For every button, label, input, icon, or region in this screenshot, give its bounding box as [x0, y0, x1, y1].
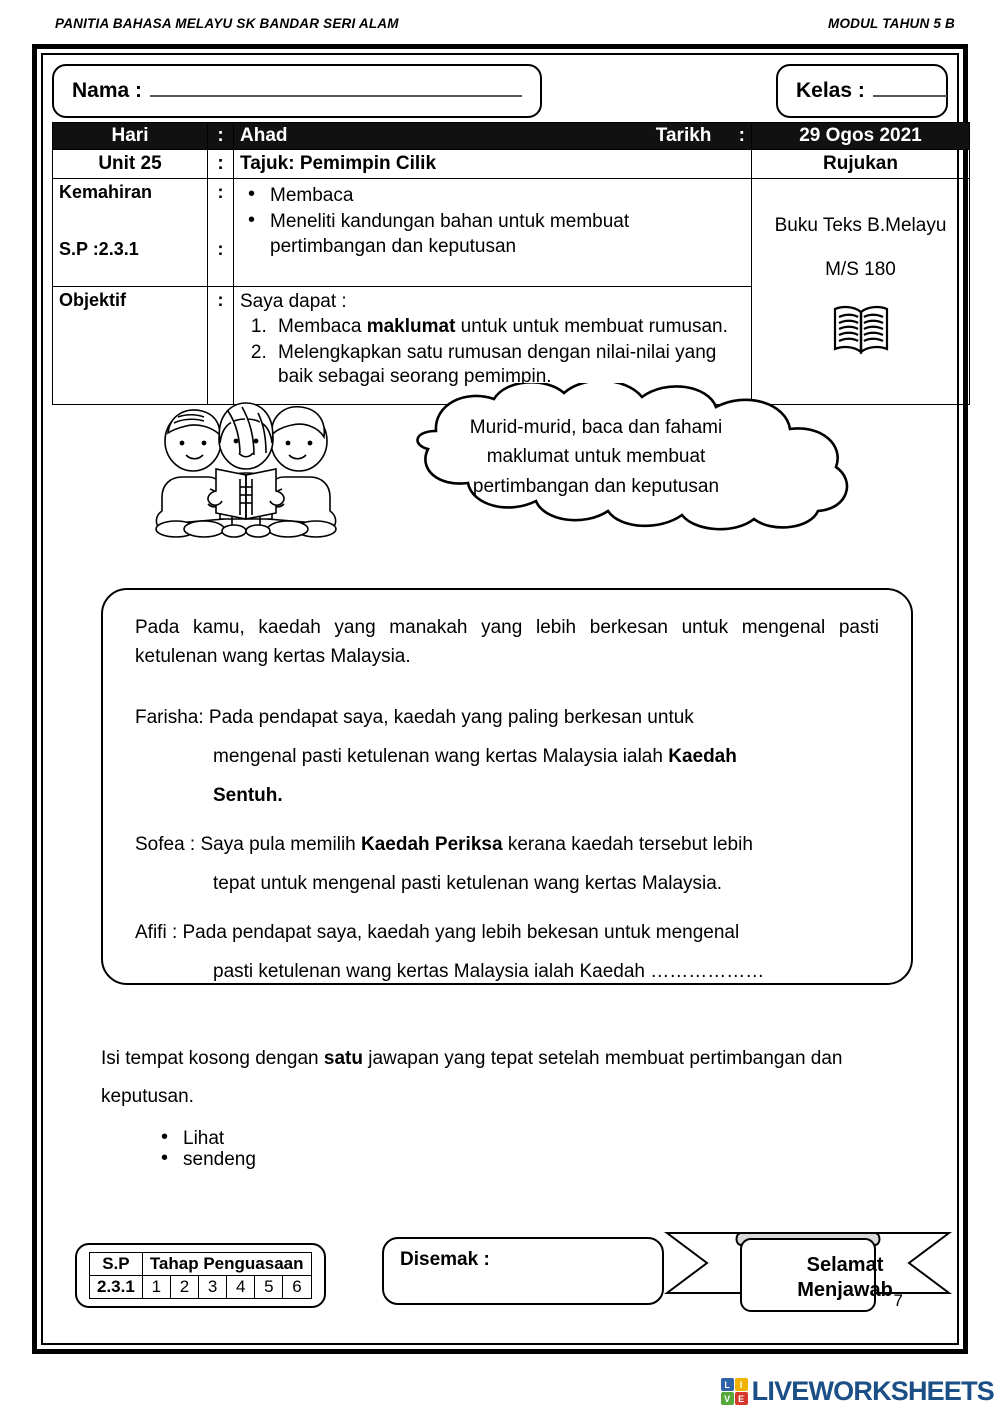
nama-field[interactable]	[52, 64, 542, 118]
list-item: • Meneliti kandungan bahan untuk membuat pertimbangan dan keputusan	[240, 210, 745, 259]
table-row-unit	[53, 150, 970, 179]
tarikh-value: 29 Ogos 2021	[752, 123, 970, 150]
objektif-label: Objektif	[53, 287, 208, 405]
liveworksheets-logo	[721, 1376, 994, 1407]
instruction-post: jawapan yang tepat setelah membuat pertimbangan dan keputusan.	[101, 1048, 843, 1107]
illustration-area	[61, 391, 951, 541]
rujukan-line1: Buku Teks B.Melayu	[774, 215, 947, 236]
list-item[interactable]: • Lihat	[153, 1129, 256, 1148]
banner-line-2: Menjawab	[797, 1279, 893, 1301]
tarikh-colon: :	[738, 125, 745, 146]
list-item	[272, 315, 745, 339]
farisha-line2-pre: mengenal pasti ketulenan wang kertas Malaysia ialah	[213, 745, 669, 767]
tarikh-label-group	[656, 125, 745, 147]
sofea-line1-bold: Kaedah Periksa	[361, 833, 503, 855]
table-row	[90, 1253, 312, 1276]
instruction-text	[101, 1040, 931, 1116]
hari-colon: :	[208, 123, 234, 150]
tahap-header: Tahap Penguasaan	[142, 1253, 311, 1276]
instruction-pre: Isi tempat kosong dengan	[101, 1048, 324, 1069]
open-book-icon	[758, 303, 963, 357]
dialogue-question: Pada kamu, kaedah yang manakah yang lebih berkesan untuk mengenal pasti ketulenan wang kertas Malaysia.	[135, 617, 879, 667]
kemahiran-list	[240, 184, 745, 259]
tahap-cell-2[interactable]: 2	[170, 1276, 198, 1299]
afifi-line-2: pasti ketulenan wang kertas Malaysia ialah Kaedah ………………	[213, 960, 765, 982]
tahap-cell-3[interactable]: 3	[199, 1276, 227, 1299]
kemahiran-label-cell	[53, 179, 208, 287]
liveworksheets-wordmark: LIVEWORKSHEETS	[751, 1376, 994, 1406]
mastery-table	[89, 1252, 312, 1299]
banner-line-1: Selamat	[806, 1254, 884, 1276]
liveworksheets-logo-icon	[721, 1378, 748, 1405]
worksheet-outer-frame	[32, 44, 968, 1354]
rujukan-line2: M/S 180	[825, 259, 896, 280]
objektif-colon: :	[208, 287, 234, 405]
speaker-farisha: Farisha:	[135, 707, 204, 728]
sofea-line1-pre: Saya pula memilih	[195, 833, 362, 855]
answer-choices-list	[153, 1127, 256, 1171]
disemak-label: Disemak :	[400, 1249, 490, 1270]
hari-label: Hari	[53, 123, 208, 150]
objektif-1-pre: Membaca	[278, 316, 367, 338]
kemahiran-items-cell	[234, 179, 752, 287]
objektif-1-post: untuk untuk membuat rumusan.	[455, 316, 728, 338]
dialogue-turn-farisha	[135, 699, 879, 816]
unit-colon: :	[208, 150, 234, 179]
rujukan-header: Rujukan	[752, 150, 970, 179]
tarikh-label: Tarikh	[655, 125, 712, 146]
hari-value-cell	[234, 123, 752, 150]
logo-square-l: L	[721, 1378, 734, 1391]
header-left-text: PANITIA BAHASA MELAYU SK BANDAR SERI ALAM	[55, 16, 399, 31]
table-row	[90, 1276, 312, 1299]
list-item[interactable]: • sendeng	[153, 1150, 256, 1169]
logo-square-i: I	[735, 1378, 748, 1391]
table-row-hari	[53, 123, 970, 150]
farisha-line2-bold: Kaedah	[668, 745, 737, 767]
rujukan-cell	[752, 179, 970, 405]
instruction-bold: satu	[323, 1048, 363, 1069]
kelas-label: Kelas :	[796, 79, 865, 102]
sp-value: 2.3.1	[90, 1276, 143, 1299]
farisha-line-1: Pada pendapat saya, kaedah yang paling berkesan untuk	[203, 707, 694, 728]
cloud-line-3: pertimbangan dan keputusan	[472, 475, 720, 497]
tajuk-value: Tajuk: Pemimpin Cilik	[234, 150, 752, 179]
kemahiran-colon: :	[217, 182, 224, 202]
thought-cloud-text	[396, 413, 796, 501]
tahap-cell-5[interactable]: 5	[255, 1276, 283, 1299]
objektif-intro: Saya dapat :	[240, 291, 347, 312]
cloud-line-1: Murid-murid, baca dan fahami	[469, 417, 723, 438]
sofea-line-2: tepat untuk mengenal pasti ketulenan wang kertas Malaysia.	[213, 872, 723, 894]
cloud-line-2: maklumat untuk membuat	[486, 446, 706, 468]
objektif-1-bold: maklumat	[366, 316, 456, 338]
tahap-cell-6[interactable]: 6	[283, 1276, 311, 1299]
page-number: 7	[893, 1291, 903, 1310]
kemahiran-label: Kemahiran	[59, 182, 153, 202]
farisha-line-3: Sentuh.	[213, 784, 283, 806]
nama-input-line[interactable]	[150, 83, 522, 97]
kelas-input-line[interactable]	[873, 83, 947, 97]
sp-colon: :	[217, 239, 224, 259]
logo-square-v: V	[721, 1392, 734, 1405]
afifi-line-1: Pada pendapat saya, kaedah yang lebih bekesan untuk mengenal	[177, 921, 740, 943]
speaker-sofea: Sofea :	[135, 833, 196, 855]
dialogue-turn-afifi	[135, 914, 879, 992]
tahap-cell-4[interactable]: 4	[227, 1276, 255, 1299]
objektif-2-text: Melengkapkan satu rumusan dengan nilai-nilai yang baik sebagai seorang pemimpin.	[278, 341, 717, 387]
dialogue-box	[101, 588, 913, 985]
sp-mastery-box	[75, 1243, 326, 1308]
footer-row	[55, 1215, 945, 1325]
sofea-line1-post: kerana kaedah tersebut lebih	[502, 833, 753, 855]
farisha-line-2	[135, 738, 879, 777]
sp-header: S.P	[90, 1253, 143, 1276]
dialogue-turn-sofea	[135, 826, 879, 904]
table-row-kemahiran	[53, 179, 970, 287]
kemahiran-colon-cell	[208, 179, 234, 287]
list-item	[272, 341, 745, 390]
objektif-list	[272, 315, 745, 389]
tahap-cell-1[interactable]: 1	[142, 1276, 170, 1299]
kelas-field[interactable]	[776, 64, 948, 118]
banner-text	[755, 1253, 935, 1303]
nama-label: Nama :	[72, 79, 143, 102]
sp-label: S.P :2.3.1	[59, 239, 139, 259]
disemak-box[interactable]	[382, 1237, 664, 1305]
worksheet-inner-frame	[41, 53, 959, 1345]
page-running-header	[55, 16, 955, 31]
list-item: • Membaca	[240, 184, 745, 208]
name-class-row	[52, 64, 948, 118]
lesson-info-table	[52, 122, 970, 405]
unit-label: Unit 25	[53, 150, 208, 179]
hari-value: Ahad	[240, 125, 288, 146]
header-right-text: MODUL TAHUN 5 B	[828, 16, 955, 31]
logo-square-e: E	[735, 1392, 748, 1405]
speaker-afifi: Afifi :	[135, 921, 178, 943]
